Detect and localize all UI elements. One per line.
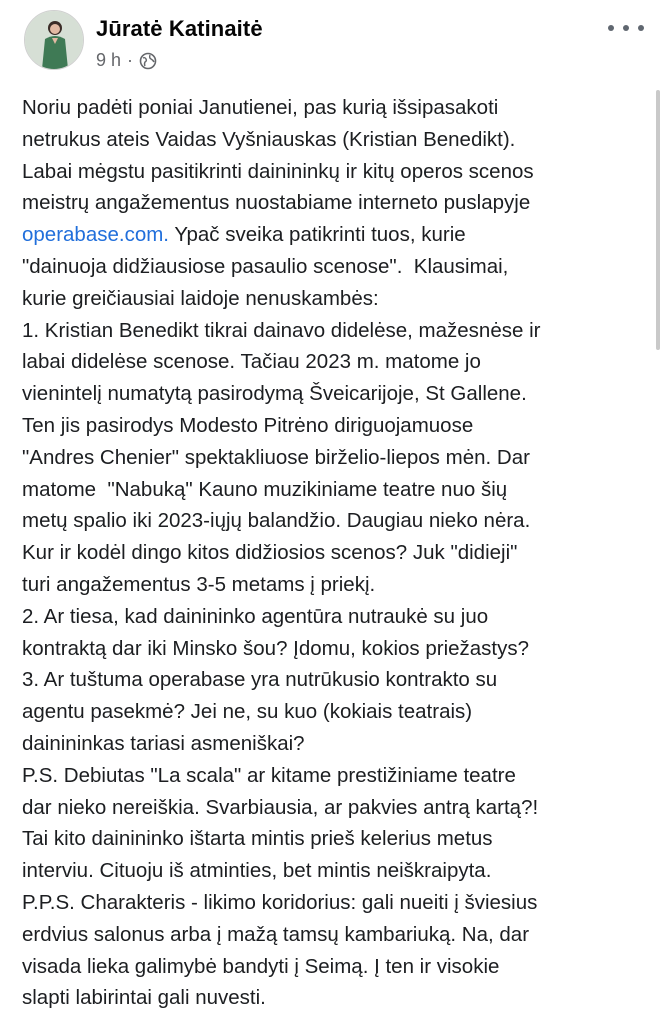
post-line: meistrų angažementus nuostabiame interneto puslapyje (22, 191, 531, 215)
post-line: turi angažementus 3-5 metams į priekį. (22, 572, 376, 596)
post-line-rest: Ypač sveika patikrinti tuos, kurie (169, 223, 466, 247)
meta-separator: · (127, 50, 134, 70)
post-line (22, 219, 652, 251)
post-line: Ten jis pasirodys Modesto Pitrėno diriguojamuose (22, 413, 474, 437)
post-line: "dainuoja didžiausiose pasaulio scenose". Klausimai, (22, 254, 509, 278)
avatar[interactable] (24, 10, 84, 70)
post-line: Tai kito dainininko ištarta mintis prieš kelerius metus (22, 827, 493, 851)
post-line: kurie greičiausiai laidoje nenuskambės: (22, 286, 379, 310)
post-line: slapti labirintai gali nuvesti. (22, 986, 266, 1010)
operabase-link[interactable]: operabase.com. (22, 223, 170, 247)
post-line: 2. Ar tiesa, kad dainininko agentūra nutraukė su juo (22, 604, 489, 628)
post-time[interactable]: 9 h (96, 50, 122, 70)
post-line: "Andres Chenier" spektakliuose birželio-liepos mėn. Dar (22, 445, 530, 469)
post-line: Noriu padėti poniai Janutienei, pas kurią išsipasakoti (22, 96, 499, 119)
scrollbar[interactable] (656, 90, 660, 350)
post-line: P.P.S. Charakteris - likimo koridorius: gali nueiti į šviesius (22, 890, 538, 914)
post-line: matome "Nabuką" Kauno muzikiniame teatre nuo šių (22, 477, 508, 501)
post-line: kontraktą dar iki Minsko šou? Įdomu, kokios priežastys? (22, 636, 530, 660)
post-header (24, 10, 644, 80)
post-line: dainininkas tariasi asmeniškai? (22, 731, 305, 755)
avatar-image (25, 11, 84, 70)
post-line: interviu. Cituoju iš atminties, bet mintis neiškraipyta. (22, 859, 492, 883)
post-meta (96, 50, 157, 71)
more-options-button[interactable] (608, 18, 644, 38)
post-line: dar nieko nereiškia. Svarbiausia, ar pakvies antrą kartą?! (22, 795, 539, 819)
dot-icon (623, 25, 629, 31)
author-name[interactable]: Jūratė Katinaitė (96, 16, 263, 41)
post-line: 1. Kristian Benedikt tikrai dainavo didelėse, mažesnėse ir (22, 318, 541, 342)
post-line: labai didelėse scenose. Tačiau 2023 m. matome jo (22, 350, 481, 374)
post-line: visada lieka galimybė bandyti į Seimą. Į ten ir visokie (22, 954, 500, 978)
dot-icon (608, 25, 614, 31)
post-line: netrukus ateis Vaidas Vyšniauskas (Kristian Benedikt). (22, 127, 516, 151)
dot-icon (638, 25, 644, 31)
post-text (22, 92, 652, 1014)
globe-icon[interactable] (139, 52, 157, 70)
post-line: P.S. Debiutas "La scala" ar kitame prestižiniame teatre (22, 763, 516, 787)
post-line: 3. Ar tuštuma operabase yra nutrūkusio kontrakto su (22, 668, 498, 692)
post-line: agentu pasekmė? Jei ne, su kuo (kokiais teatrais) (22, 700, 473, 724)
post-line: Labai mėgstu pasitikrinti dainininkų ir kitų operos scenos (22, 159, 534, 183)
post-line: Kur ir kodėl dingo kitos didžiosios scenos? Juk "didieji" (22, 541, 518, 565)
post-line: metų spalio iki 2023-iųjų balandžio. Daugiau nieko nėra. (22, 509, 531, 533)
post-line: erdvius salonus arba į mažą tamsų kambariuką. Na, dar (22, 922, 530, 946)
post-line: vienintelį numatytą pasirodymą Šveicarijoje, St Gallene. (22, 382, 527, 406)
